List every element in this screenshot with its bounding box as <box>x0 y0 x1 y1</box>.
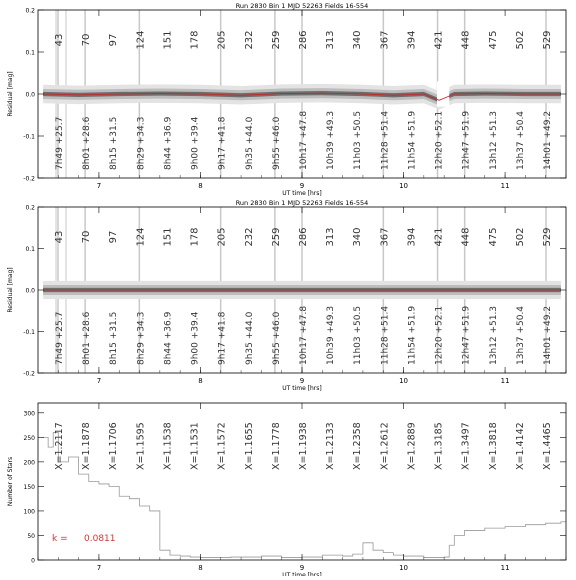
middle-x-axis-title: UT time [hrs] <box>282 385 322 392</box>
coordinate-label: 11h28 +51.4 <box>380 110 391 170</box>
y-tick-label: 0.1 <box>25 246 35 253</box>
field-number-label: 205 <box>216 30 228 50</box>
field-number-label: 529 <box>542 30 553 50</box>
field-number-label: 502 <box>514 30 526 50</box>
y-tick-label: -0.2 <box>23 370 35 378</box>
field-number-label: 124 <box>135 30 147 50</box>
coordinate-label: 9h35 +44.0 <box>244 116 255 170</box>
field-number-label: 313 <box>325 30 337 50</box>
field-number-label: 394 <box>406 227 418 247</box>
top-x-axis-title: UT time [hrs] <box>282 190 322 197</box>
coordinate-label: 13h37 +50.4 <box>515 110 526 170</box>
field-number-label: 502 <box>514 227 526 247</box>
field-number-label: 178 <box>189 227 201 247</box>
y-tick-label: 0.2 <box>25 7 35 15</box>
y-tick-label: 0 <box>31 557 35 565</box>
y-tick-label: 100 <box>23 508 35 516</box>
field-number-label: 367 <box>379 30 391 50</box>
extinction-k-label: k = <box>52 534 68 544</box>
coordinate-label: 13h12 +51.3 <box>488 305 499 365</box>
coordinate-label: 9h17 +41.8 <box>217 116 228 170</box>
coordinate-label: 9h55 +46.0 <box>271 116 282 170</box>
field-number-label: 97 <box>108 33 120 47</box>
airmass-label: X=1.1595 <box>135 422 147 470</box>
field-number-label: 313 <box>325 227 337 247</box>
x-tick-label: 9 <box>299 564 305 572</box>
x-tick-label: 7 <box>96 377 102 385</box>
y-tick-label: 50 <box>27 532 35 540</box>
coordinate-label: 14h01 +49.2 <box>543 110 553 170</box>
coordinate-label: 10h39 +49.3 <box>326 305 337 365</box>
coordinate-label: 12h20 +52.1 <box>434 305 445 365</box>
coordinate-label: 9h35 +44.0 <box>244 311 255 365</box>
coordinate-label: 8h44 +36.9 <box>163 311 174 365</box>
field-number-label: 232 <box>243 30 255 50</box>
x-tick-label: 8 <box>198 377 203 385</box>
field-number-label: 421 <box>433 30 445 50</box>
y-tick-label: -0.1 <box>23 329 35 336</box>
airmass-label: X=1.3497 <box>460 422 472 470</box>
x-tick-label: 10 <box>399 182 408 190</box>
middle-title: Run 2830 Bin 1 MJD 52263 Fields 16-554 <box>235 199 369 207</box>
field-number-label: 475 <box>487 30 499 50</box>
field-number-label: 340 <box>352 227 364 247</box>
y-tick-label: 200 <box>23 459 35 467</box>
airmass-label: X=1.1538 <box>162 422 174 470</box>
x-tick-label: 10 <box>399 377 408 385</box>
coordinate-label: 13h37 +50.4 <box>515 305 526 365</box>
airmass-label: X=1.3185 <box>433 422 445 470</box>
bottom-x-axis-title: UT time [hrs] <box>282 572 322 576</box>
field-number-label: 43 <box>54 33 65 47</box>
field-number-label: 340 <box>352 30 364 50</box>
airmass-label: X=1.1878 <box>81 422 93 470</box>
field-number-label: 286 <box>298 30 309 50</box>
y-tick-label: 0.0 <box>25 287 35 295</box>
coordinate-label: 8h01 +28.6 <box>82 116 93 170</box>
airmass-label: X=1.1778 <box>270 422 282 470</box>
data-gap <box>437 81 449 106</box>
field-number-label: 475 <box>487 227 499 247</box>
coordinate-label: 7h49 +25.7 <box>55 116 65 170</box>
coordinate-label: 10h17 +47.8 <box>299 110 309 170</box>
coordinate-label: 10h39 +49.3 <box>326 110 337 170</box>
airmass-label: X=1.2612 <box>379 422 391 470</box>
airmass-label: X=1.1572 <box>216 422 228 470</box>
top-y-axis-title: Residual [mag] <box>7 71 14 117</box>
x-tick-label: 11 <box>500 564 510 572</box>
field-number-label: 151 <box>162 227 174 247</box>
field-number-label: 421 <box>433 227 445 247</box>
coordinate-label: 7h49 +25.7 <box>55 311 65 365</box>
field-number-label: 43 <box>54 230 65 244</box>
coordinate-label: 9h17 +41.8 <box>217 311 228 365</box>
field-number-label: 529 <box>542 227 553 247</box>
extinction-k-value: 0.0811 <box>84 534 116 544</box>
coordinate-label: 12h47 +51.9 <box>461 305 472 365</box>
field-number-label: 367 <box>379 227 391 247</box>
coordinate-label: 13h12 +51.3 <box>488 110 499 170</box>
airmass-label: X=1.1938 <box>298 422 309 470</box>
x-tick-label: 9 <box>299 377 305 385</box>
coordinate-label: 11h03 +50.5 <box>353 305 364 365</box>
coordinate-label: 8h29 +34.3 <box>136 116 147 170</box>
airmass-label: X=1.2133 <box>325 422 337 470</box>
y-tick-label: 150 <box>23 483 35 491</box>
middle-y-axis-title: Residual [mag] <box>7 267 14 313</box>
coordinate-label: 11h54 +51.9 <box>407 305 418 365</box>
y-tick-label: 300 <box>23 410 35 418</box>
y-tick-label: 0.2 <box>25 204 35 212</box>
x-tick-label: 7 <box>96 564 102 572</box>
coordinate-label: 9h00 +39.4 <box>190 116 201 170</box>
top-title: Run 2830 Bin 1 MJD 52263 Fields 16-554 <box>235 2 369 10</box>
x-tick-label: 11 <box>500 182 510 190</box>
airmass-label: X=1.4142 <box>514 422 526 470</box>
field-number-label: 286 <box>298 227 309 247</box>
airmass-label: X=1.2358 <box>352 422 364 470</box>
field-number-label: 97 <box>108 230 120 244</box>
coordinate-label: 8h15 +31.5 <box>109 116 120 170</box>
field-number-label: 70 <box>81 230 93 244</box>
x-tick-label: 8 <box>198 564 203 572</box>
field-number-label: 448 <box>460 30 472 50</box>
field-number-label: 70 <box>81 33 93 47</box>
airmass-label: X=1.1531 <box>189 422 201 470</box>
airmass-label: X=1.1655 <box>243 422 255 470</box>
field-number-label: 448 <box>460 227 472 247</box>
field-number-label: 232 <box>243 227 255 247</box>
x-tick-label: 9 <box>299 182 305 190</box>
y-tick-label: 0.0 <box>25 91 35 99</box>
airmass-label: X=1.3818 <box>487 422 499 470</box>
y-tick-label: -0.2 <box>23 175 35 183</box>
coordinate-label: 8h44 +36.9 <box>163 116 174 170</box>
coordinate-label: 11h03 +50.5 <box>353 110 364 170</box>
airmass-label: X=1.1706 <box>108 422 120 470</box>
field-number-label: 259 <box>270 30 282 50</box>
coordinate-label: 14h01 +49.2 <box>543 305 553 365</box>
field-number-label: 124 <box>135 227 147 247</box>
coordinate-label: 11h28 +51.4 <box>380 305 391 365</box>
x-tick-label: 8 <box>198 182 203 190</box>
coordinate-label: 9h00 +39.4 <box>190 311 201 365</box>
y-tick-label: -0.1 <box>23 133 35 141</box>
coordinate-label: 12h47 +51.9 <box>461 110 472 170</box>
y-tick-label: 0.1 <box>25 49 35 57</box>
field-number-label: 178 <box>189 30 201 50</box>
coordinate-label: 9h55 +46.0 <box>271 311 282 365</box>
airmass-label: X=1.4465 <box>542 422 553 470</box>
x-tick-label: 11 <box>500 377 510 385</box>
field-number-label: 259 <box>270 227 282 247</box>
airmass-label: X=1.2889 <box>406 422 418 470</box>
coordinate-label: 8h15 +31.5 <box>109 311 120 365</box>
x-tick-label: 7 <box>96 182 102 190</box>
airmass-label: X=1.2117 <box>54 422 65 470</box>
field-number-label: 151 <box>162 30 174 50</box>
field-number-label: 205 <box>216 227 228 247</box>
coordinate-label: 12h20 +52.1 <box>434 110 445 170</box>
coordinate-label: 11h54 +51.9 <box>407 110 418 170</box>
field-number-label: 394 <box>406 30 418 50</box>
x-tick-label: 10 <box>399 564 408 572</box>
coordinate-label: 10h17 +47.8 <box>299 305 309 365</box>
coordinate-label: 8h29 +34.3 <box>136 311 147 365</box>
coordinate-label: 8h01 +28.6 <box>82 311 93 365</box>
y-tick-label: 250 <box>23 434 35 442</box>
bottom-y-axis-title: Number of Stars <box>7 456 14 507</box>
